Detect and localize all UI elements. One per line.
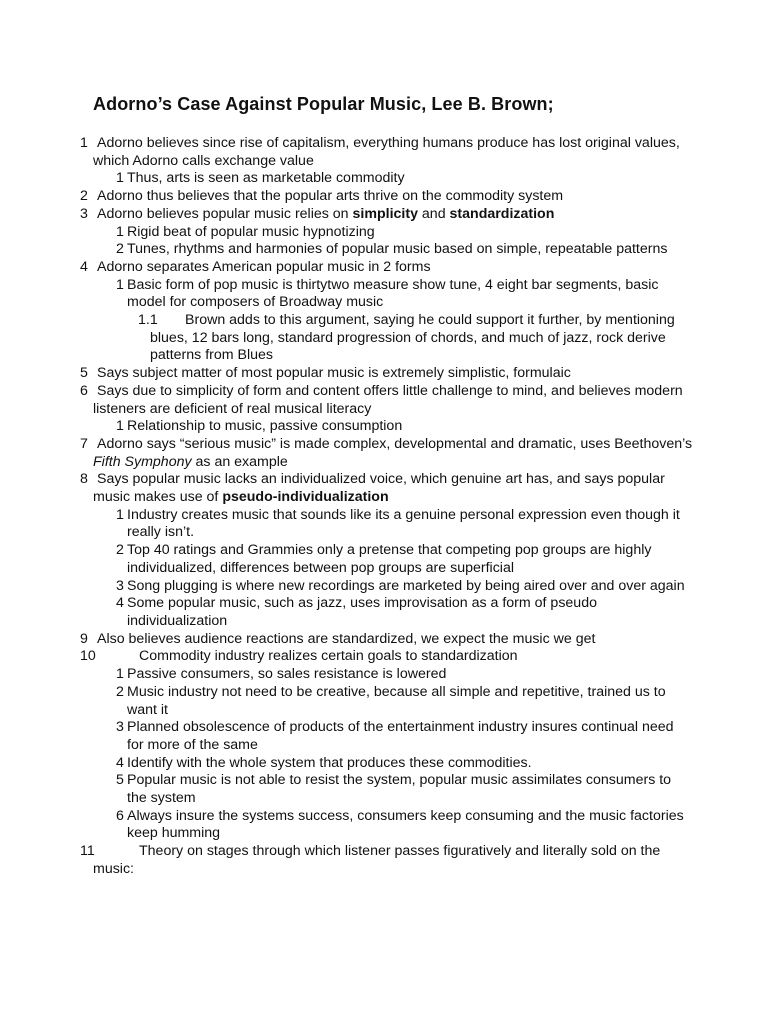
text-run: Thus, arts is seen as marketable commodity (127, 170, 405, 187)
text-run: Song plugging is where new recordings are marketed by being aired over and over again (127, 577, 685, 594)
outline-item-level-3 (138, 312, 680, 365)
item-text (93, 135, 693, 170)
outline-item-level-2 (116, 807, 692, 843)
item-number: 4 (116, 754, 124, 771)
bold-term: standardization (449, 205, 555, 222)
item-number: 2 (116, 241, 124, 258)
outline-item-level-2 (116, 418, 692, 436)
text-run: Basic form of pop music is thirtytwo measure show tune, 4 eight bar segments, basic model for composers of Broadway music (127, 276, 659, 311)
text-run: Adorno separates American popular music in 2 forms (97, 258, 431, 275)
outline-item-level-2 (116, 754, 692, 773)
outline-item-level-1 (80, 843, 693, 878)
text-run: Passive consumers, so sales resistance is lowered (127, 666, 447, 683)
item-number: 1.1 (138, 312, 158, 329)
item-number: 3 (116, 577, 124, 594)
text-run: Industry creates music that sounds like its a genuine personal expression even though it really isn’t. (127, 506, 680, 541)
page-title: Adorno’s Case Against Popular Music, Lee B. Brown; (93, 94, 554, 114)
text-run: Says popular music lacks an individualized voice, which genuine art has, and says popular music makes use of (93, 471, 665, 506)
text-run: Always insure the systems success, consumers keep consuming and the music factories keep humming (127, 807, 684, 842)
outline-item-level-2 (116, 719, 692, 754)
outline-item-level-1 (80, 648, 693, 666)
item-text (127, 418, 692, 436)
text-run: Identify with the whole system that produces these commodities. (127, 754, 532, 771)
text-run: Music industry not need to be creative, because all simple and repetitive, trained us to want it (127, 683, 666, 718)
outline-item-level-2 (116, 595, 692, 630)
item-number: 2 (80, 188, 88, 205)
text-run: Brown adds to this argument, saying he could support it further, by mentioning blues, 12 bars long, standard progression of chords, and much of jazz, rock derive patterns from Blues (150, 312, 675, 364)
item-number: 10 (80, 648, 96, 665)
item-text (127, 277, 692, 312)
text-run: Some popular music, such as jazz, uses improvisation as a form of pseudo individualization (127, 595, 597, 629)
text-run: Adorno says “serious music” is made complex, developmental and dramatic, uses Beethoven’s (97, 435, 693, 452)
item-text (127, 755, 692, 773)
item-number: 2 (116, 542, 124, 559)
outline-item-level-1 (80, 435, 693, 471)
item-number: 1 (116, 170, 124, 187)
item-number: 2 (116, 683, 124, 700)
item-number: 1 (116, 418, 124, 435)
item-text (93, 648, 693, 666)
outline-item-level-1 (80, 365, 693, 383)
item-text (127, 224, 692, 242)
item-number: 4 (116, 595, 124, 612)
text-run: Adorno believes popular music relies on (97, 205, 353, 222)
bold-term: pseudo-individualization (222, 489, 389, 506)
outline-item-level-1 (80, 471, 693, 506)
item-text (127, 241, 692, 259)
item-text (127, 666, 692, 684)
item-text (127, 170, 692, 188)
text-run: Adorno believes since rise of capitalism, everything humans produce has lost original values, which Adorno calls exchange value (93, 135, 680, 169)
item-number: 1 (116, 276, 124, 293)
item-text (93, 188, 693, 206)
text-run: Tunes, rhythms and harmonies of popular music based on simple, repeatable patterns (127, 241, 668, 258)
italic-title: Fifth Symphony (93, 453, 192, 470)
item-text (127, 684, 692, 719)
outline-item-level-2 (116, 577, 692, 596)
outline-item-level-2 (116, 170, 692, 188)
item-text (127, 595, 692, 630)
item-number: 7 (80, 435, 88, 452)
item-number: 4 (80, 258, 88, 275)
item-text (93, 259, 693, 277)
text-run: as an example (191, 453, 288, 470)
item-text (93, 631, 693, 649)
text-run: Also believes audience reactions are standardized, we expect the music we get (97, 630, 596, 647)
item-text (93, 843, 693, 878)
outline-item-level-2 (116, 276, 692, 312)
text-run: Theory on stages through which listener passes figuratively and literally sold on the music: (93, 843, 661, 877)
outline-item-level-1 (80, 382, 693, 418)
item-number: 3 (116, 719, 124, 736)
item-text (127, 772, 692, 807)
item-number: 8 (80, 471, 88, 488)
item-number: 5 (80, 365, 88, 382)
item-text (127, 542, 692, 577)
text-run: Planned obsolescence of products of the entertainment industry insures continual need for more of the same (127, 719, 674, 753)
text-run: Adorno thus believes that the popular arts thrive on the commodity system (97, 188, 564, 205)
text-run: Top 40 ratings and Grammies only a pretense that competing pop groups are highly individualized, differences between pop groups are superficial (127, 542, 652, 576)
text-run: Rigid beat of popular music hypnotizing (127, 223, 375, 240)
item-text (127, 808, 692, 843)
text-run: Says due to simplicity of form and content offers little challenge to mind, and believes modern listeners are deficient of real musical literacy (93, 382, 683, 417)
item-text (127, 507, 692, 542)
item-text (93, 436, 693, 471)
outline-item-level-1 (80, 188, 693, 206)
item-number: 1 (116, 223, 124, 240)
item-number: 1 (116, 666, 124, 683)
item-number: 9 (80, 630, 88, 647)
outline-list (0, 135, 784, 879)
item-text (93, 383, 693, 418)
outline-item-level-1 (80, 205, 693, 224)
outline-item-level-2 (116, 683, 692, 719)
text-run: Commodity industry realizes certain goals to standardization (139, 648, 518, 665)
outline-item-level-1 (80, 630, 693, 649)
text-run: Relationship to music, passive consumption (127, 418, 403, 435)
item-text (93, 365, 693, 383)
text-run: Popular music is not able to resist the system, popular music assimilates consumers to the system (127, 772, 672, 807)
item-number: 6 (116, 807, 124, 824)
outline-item-level-2 (116, 772, 692, 807)
bold-term: simplicity (352, 205, 418, 222)
item-text (150, 312, 680, 365)
item-number: 11 (80, 843, 95, 860)
outline-item-level-2 (116, 506, 692, 542)
item-number: 1 (116, 506, 124, 523)
item-number: 3 (80, 205, 88, 222)
item-number: 1 (80, 135, 88, 151)
outline-item-level-2 (116, 223, 692, 242)
item-text (127, 578, 692, 596)
item-text (93, 471, 693, 506)
item-text (93, 206, 693, 224)
item-text (127, 719, 692, 754)
item-number: 5 (116, 772, 124, 789)
text-run: Says subject matter of most popular music is extremely simplistic, formulaic (97, 365, 571, 382)
text-run: and (417, 205, 450, 222)
outline-item-level-2 (116, 241, 692, 259)
outline-item-level-2 (116, 542, 692, 577)
outline-item-level-2 (116, 666, 692, 684)
outline-item-level-1 (80, 135, 693, 170)
item-number: 6 (80, 382, 88, 399)
outline-item-level-1 (80, 258, 693, 277)
